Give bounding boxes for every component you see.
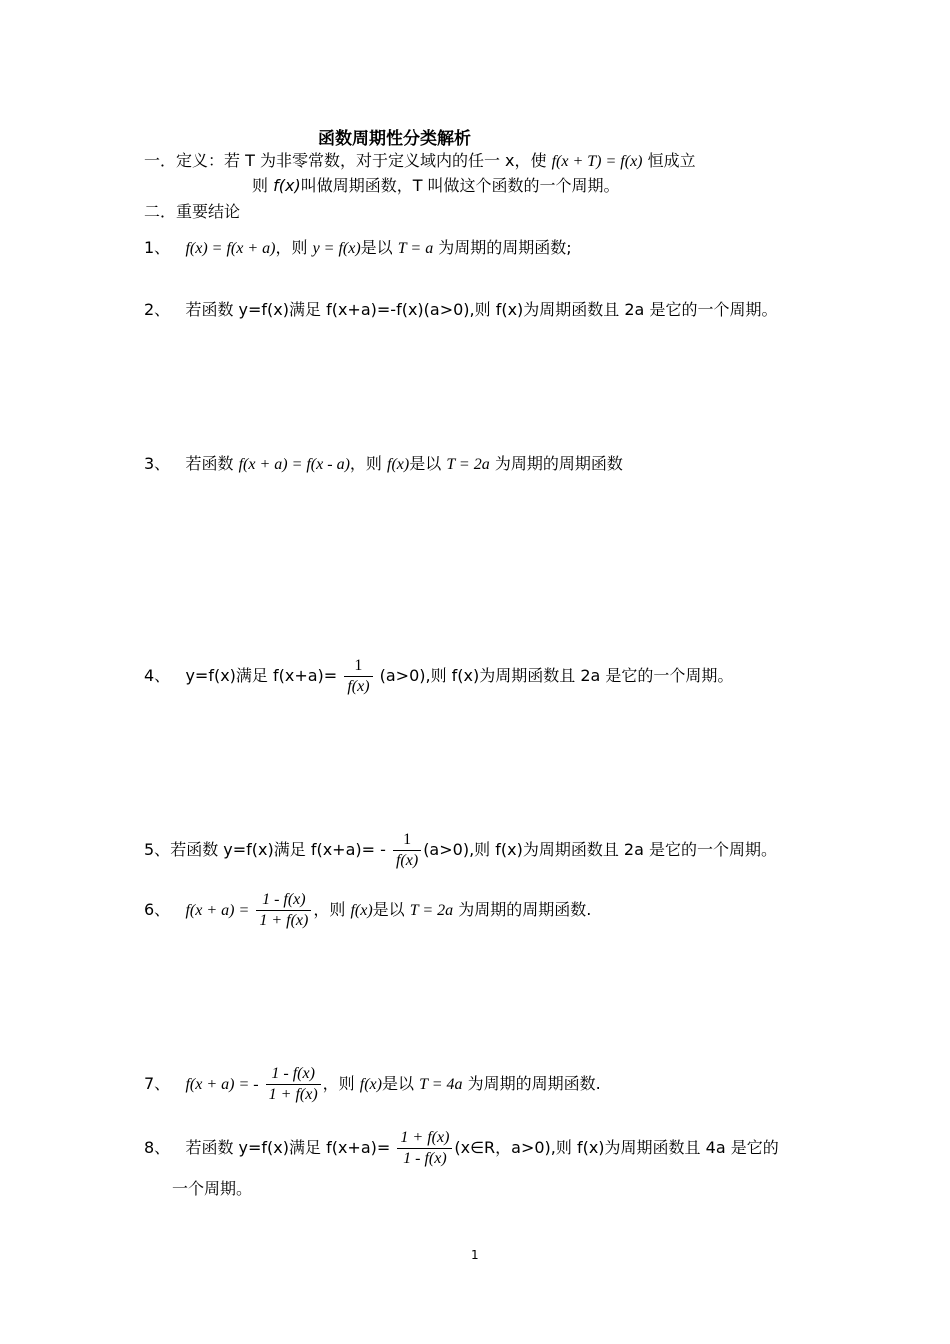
item-6-text-3: 为周期的周期函数. [458,900,592,919]
item-3-text-1: 若函数 [185,454,234,473]
item-4-text-2: (a>0),则 f(x)为周期函数且 2a 是它的一个周期。 [379,666,734,685]
definition-line-2 [252,175,620,197]
item-4-number: 4、 [144,666,171,685]
item-5-fraction-denominator: f(x) [395,852,419,869]
item-2-number: 2、 [144,300,171,319]
section-2-heading: 二．重要结论 [144,202,241,221]
item-5-fraction-numerator: 1 [393,830,421,851]
item-5-number: 5、 [144,840,171,859]
item-4-fraction-numerator: 1 [344,656,372,677]
definition-text-c: 叫做周期函数，T 叫做这个函数的一个周期。 [300,176,620,195]
item-6-formula-3: T = 2a [409,902,454,919]
item-7-formula-3: T = 4a [419,1076,463,1093]
item-8-fraction-denominator: 1 - f(x) [403,1150,447,1167]
item-1-formula-2: y = f(x) [312,240,361,257]
item-3-text-4: 为周期的周期函数 [494,454,623,473]
item-4-fraction-denominator: f(x) [347,678,370,695]
definition-label: 一．定义：若 T 为非零常数，对于定义域内的任一 x，使 [144,151,547,170]
item-3-text-2: ，则 [349,454,382,473]
item-5-text-1: 若函数 y=f(x)满足 f(x+a)= - [170,840,386,859]
item-7 [144,1062,601,1107]
item-8 [144,1126,779,1170]
item-4 [144,654,733,698]
item-3-formula-2: f(x) [387,456,410,473]
item-7-fraction-numerator: 1 - f(x) [266,1064,321,1085]
item-7-number: 7、 [144,1074,171,1093]
definition-line-1 [144,150,696,173]
item-3-text-3: 是以 [409,454,442,473]
item-1-number: 1、 [144,238,171,257]
item-3-formula-3: T = 2a [446,456,490,473]
item-8-fraction-numerator: 1 + f(x) [397,1128,452,1149]
item-1-formula-3: T = a [397,240,434,257]
item-3 [144,453,623,476]
item-6 [144,888,591,933]
item-6-number: 6、 [144,900,171,919]
item-2-text: 若函数 y=f(x)满足 f(x+a)=-f(x)(a>0),则 f(x)为周期函数且 2a 是它的一个周期。 [185,300,778,319]
item-8-line-2: 一个周期。 [172,1179,253,1198]
item-7-formula-2: f(x) [359,1076,382,1093]
item-7-fraction-denominator: 1 + f(x) [268,1086,318,1103]
item-6-fraction-denominator: 1 + f(x) [259,912,309,929]
item-7-text-1: ，则 [322,1074,355,1093]
item-2 [144,299,777,321]
item-1-text-2: 是以 [360,238,393,257]
item-5-fraction [393,830,421,871]
item-4-fraction [344,656,372,697]
definition-text-a: 则 [252,176,274,195]
item-8-number: 8、 [144,1138,171,1157]
item-7-text-2: 是以 [381,1074,414,1093]
item-6-text-1: ，则 [313,900,346,919]
item-6-text-2: 是以 [372,900,405,919]
item-6-formula-2: f(x) [350,902,373,919]
item-8-fraction [397,1128,452,1169]
definition-formula: f(x + T) = f(x) [551,153,643,170]
item-6-fraction-numerator: 1 - f(x) [256,890,311,911]
item-8-text-1: 若函数 y=f(x)满足 f(x+a)= [185,1138,391,1157]
item-7-text-3: 为周期的周期函数. [467,1074,601,1093]
item-4-text-1: y=f(x)满足 f(x+a)= [185,666,338,685]
item-6-formula-1: f(x + a) = [185,902,250,919]
item-3-number: 3、 [144,454,171,473]
item-1 [144,237,572,260]
page-number: 1 [471,1248,479,1262]
item-6-fraction [256,890,311,931]
item-7-formula-1: f(x + a) = - [185,1076,259,1093]
definition-after: 恒成立 [647,151,696,170]
item-8-text-2: (x∈R，a>0),则 f(x)为周期函数且 4a 是它的 [454,1138,779,1157]
item-1-text-1: ，则 [275,238,308,257]
page-title: 函数周期性分类解析 [318,129,471,149]
item-3-formula-1: f(x + a) = f(x - a) [238,456,350,473]
item-7-fraction [266,1064,321,1105]
definition-fx: f(x) [273,176,301,195]
item-1-formula-1: f(x) = f(x + a) [185,240,276,257]
item-5-text-2: (a>0),则 f(x)为周期函数且 2a 是它的一个周期。 [423,840,777,859]
item-1-text-3: 为周期的周期函数; [438,238,572,257]
item-5 [144,828,777,872]
